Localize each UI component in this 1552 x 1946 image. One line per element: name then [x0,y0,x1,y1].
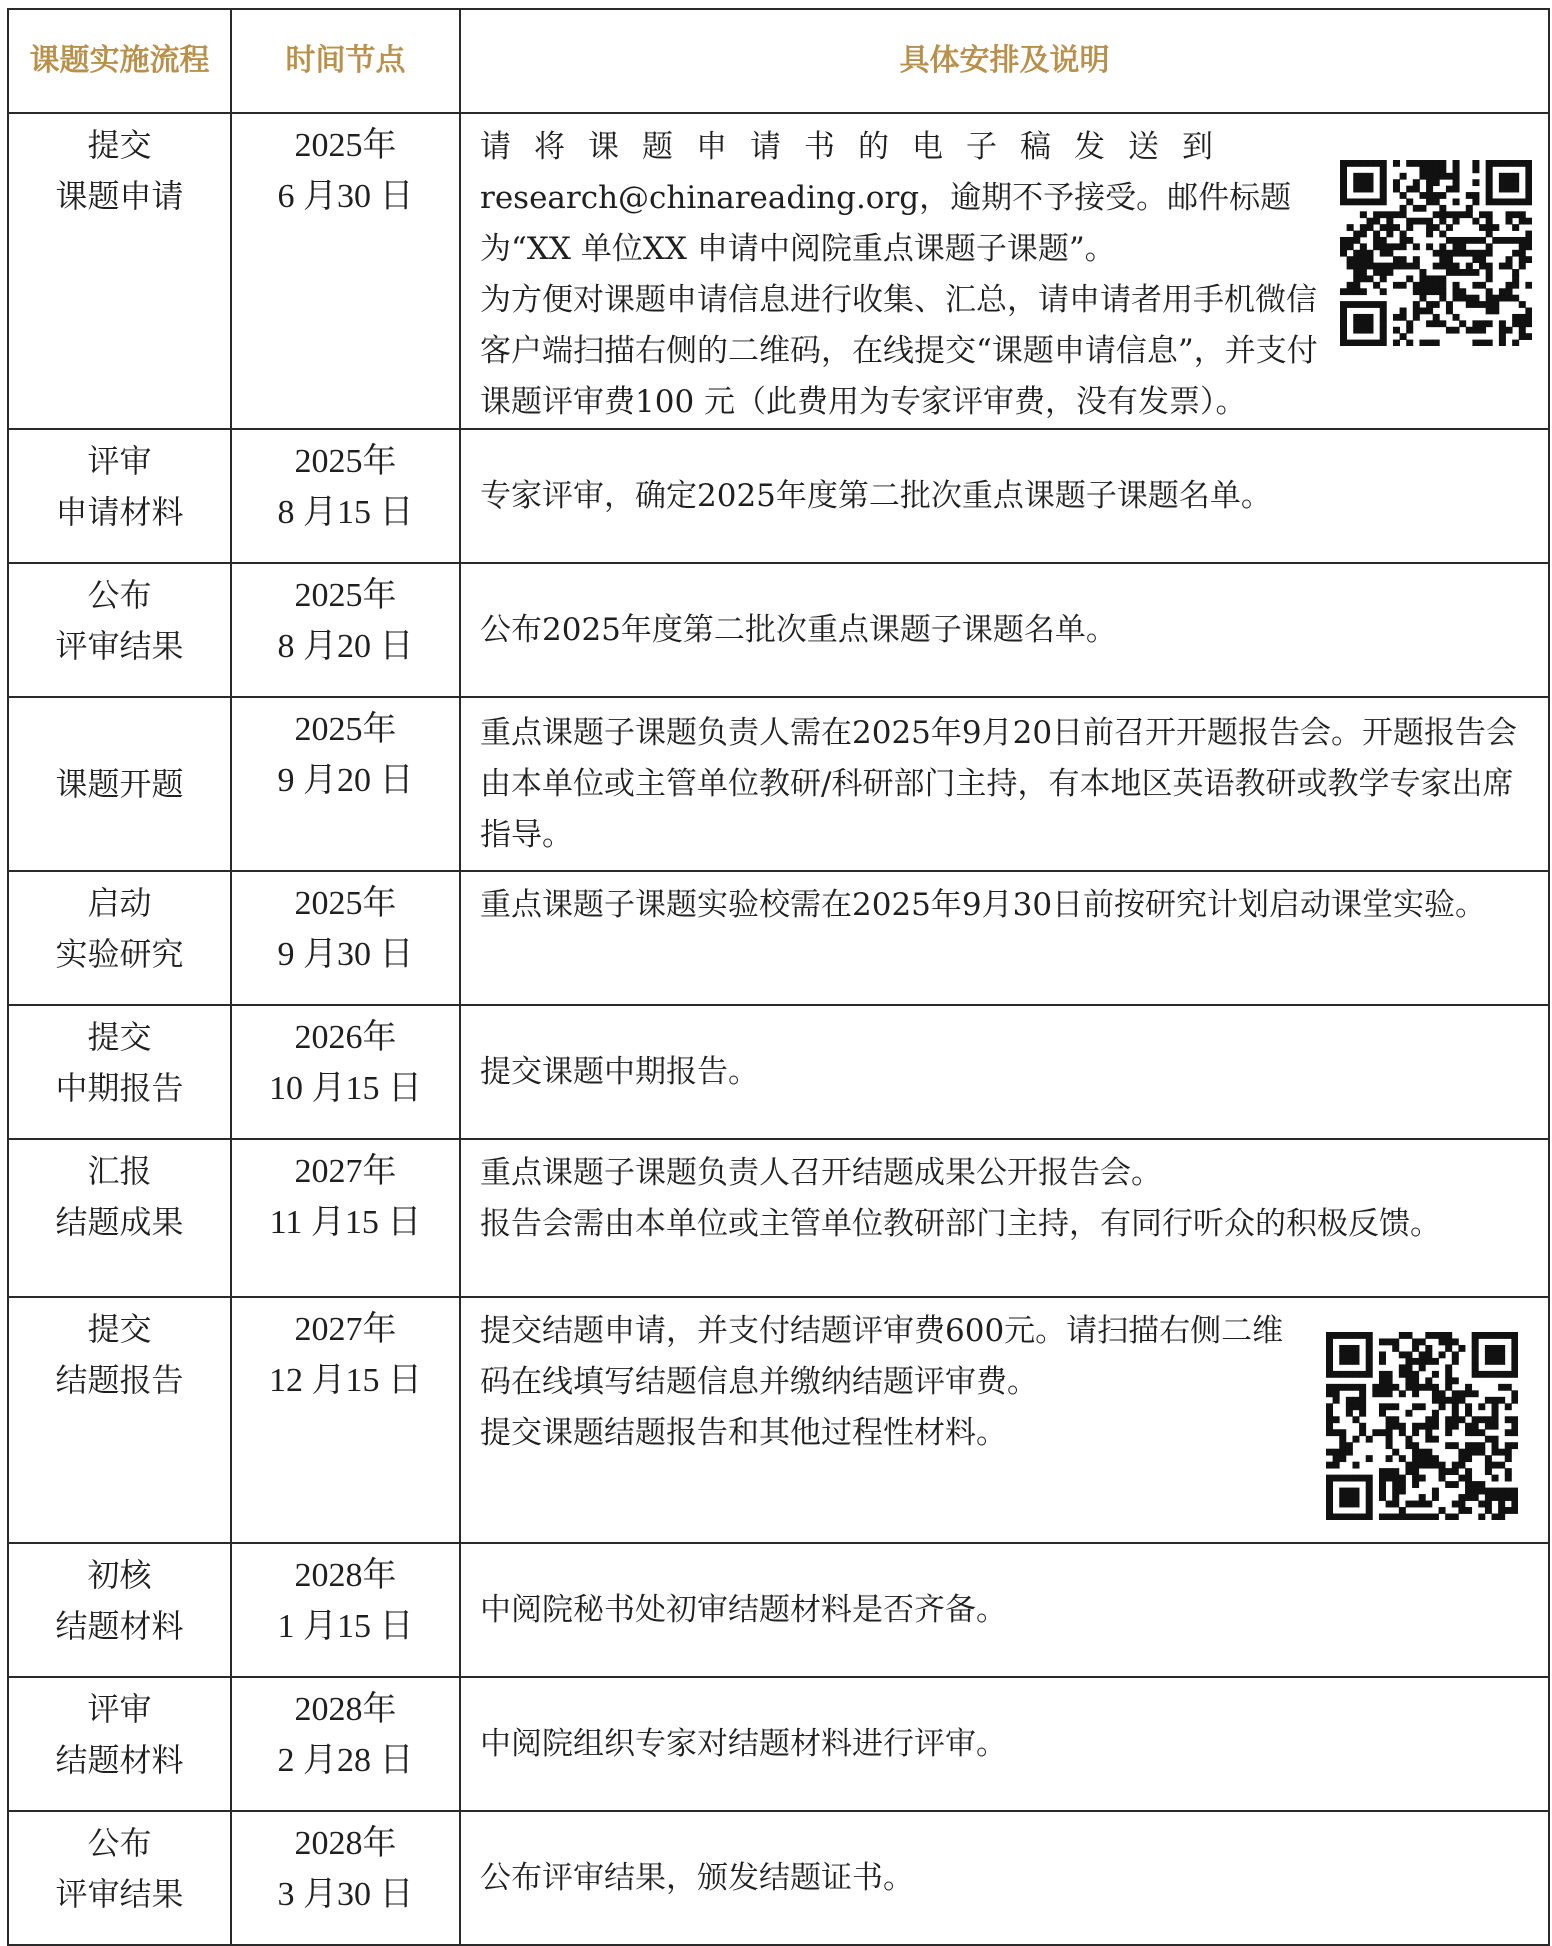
date-cell [231,1139,460,1297]
date-cell [231,1811,460,1945]
description-cell [460,1139,1549,1297]
date-day: 3 月30 日 [277,1876,414,1913]
description-text: 重点课题子课题负责人召开结题成果公开报告会。 [480,1155,1162,1191]
stage-cell [8,1811,231,1945]
stage-cell [8,563,231,697]
date-day: 10 月15 日 [269,1070,422,1107]
stage-cell [8,1297,231,1543]
table-row [8,1139,1549,1297]
date-day: 11 月15 日 [269,1204,422,1241]
stage-line: 启动 [87,884,152,922]
description-cell [460,429,1549,563]
date-year: 2025年 [294,127,397,164]
description-text: 提交课题中期报告。 [480,1053,759,1090]
description-text: 专家评审，确定2025年度第二批次重点课题子课题名单。 [480,477,1272,514]
stage-line: 评审结果 [55,627,184,665]
stage-cell [8,1543,231,1677]
table-row [8,1297,1549,1543]
table-row [8,429,1549,563]
header-date: 时间节点 [231,9,460,113]
table-row [8,1005,1549,1139]
description-text: 报告会需由本单位或主管单位教研部门主持，有同行听众的积极反馈。 [480,1206,1441,1242]
stage-cell [8,1677,231,1811]
description-cell [460,871,1549,1005]
date-day: 2 月28 日 [277,1742,414,1779]
stage-line: 提交 [87,1018,152,1056]
qr-code-icon [1340,160,1532,346]
date-cell [231,1005,460,1139]
table-row [8,1543,1549,1677]
date-cell [231,1297,460,1543]
date-day: 9 月20 日 [277,762,414,799]
stage-line: 评审 [87,1690,152,1728]
date-year: 2028年 [294,1557,397,1594]
stage-line: 公布 [87,576,152,614]
stage-line: 结题成果 [55,1203,184,1241]
stage-line: 实验研究 [55,935,184,973]
stage-line: 结题材料 [55,1607,184,1645]
date-year: 2026年 [294,1019,397,1056]
description-cell [460,1297,1549,1543]
date-cell [231,1677,460,1811]
description-cell [460,1677,1549,1811]
description-text: 为方便对课题申请信息进行收集、汇总，请申请者用手机微信客户端扫描右侧的二维码，在线提交“课题申请信息”，并支付课题评审费100 元（此费用为专家评审费，没有发票）。 [480,282,1318,420]
header-row [8,9,1549,113]
description-text: 公布评审结果，颁发结题证书。 [480,1859,914,1896]
date-cell [231,871,460,1005]
date-cell [231,697,460,871]
date-day: 1 月15 日 [277,1608,414,1645]
date-cell [231,563,460,697]
date-cell [231,1543,460,1677]
stage-cell [8,1005,231,1139]
header-description: 具体安排及说明 [460,9,1549,113]
header-stage: 课题实施流程 [8,9,231,113]
date-day: 9 月30 日 [277,936,414,973]
stage-cell [8,113,231,429]
date-day: 8 月15 日 [277,494,414,531]
description-text: 中阅院组织专家对结题材料进行评审。 [480,1725,1007,1762]
stage-line: 中期报告 [55,1069,184,1107]
description-cell [460,697,1549,871]
stage-cell [8,871,231,1005]
description-cell [460,1811,1549,1945]
description-text: research@chinareading.org，逾期不予接受。邮件标题为“XX 单位XX 申请中阅院重点课题子课题”。 [480,180,1292,267]
date-year: 2025年 [294,443,397,480]
description-text: 请将课题申请书的电子稿发送到 [480,129,1236,165]
table-row [8,113,1549,429]
description-cell [460,1543,1549,1677]
stage-line: 汇报 [87,1152,152,1190]
description-text: 提交课题结题报告和其他过程性材料。 [480,1415,1007,1451]
date-day: 6 月30 日 [277,178,414,215]
stage-cell [8,697,231,871]
stage-line: 课题申请 [55,177,184,215]
stage-line: 评审结果 [55,1875,184,1913]
date-day: 8 月20 日 [277,628,414,665]
description-text: 重点课题子课题实验校需在2025年9月30日前按研究计划启动课堂实验。 [480,887,1487,923]
stage-line: 申请材料 [55,493,184,531]
date-cell [231,113,460,429]
stage-line: 结题材料 [55,1741,184,1779]
description-cell [460,1005,1549,1139]
description-text: 重点课题子课题负责人需在2025年9月20日前召开开题报告会。开题报告会由本单位或主管单位教研/科研部门主持，有本地区英语教研或教学专家出席指导。 [480,714,1518,853]
stage-line: 提交 [87,1310,152,1348]
stage-line: 初核 [87,1556,152,1594]
date-year: 2028年 [294,1691,397,1728]
schedule-table [7,8,1550,1946]
date-year: 2027年 [294,1311,397,1348]
date-year: 2028年 [294,1825,397,1862]
date-day: 12 月15 日 [269,1362,422,1399]
stage-line: 评审 [87,442,152,480]
date-year: 2027年 [294,1153,397,1190]
date-year: 2025年 [294,711,397,748]
table-row [8,697,1549,871]
stage-line: 结题报告 [55,1361,184,1399]
description-text: 公布2025年度第二批次重点课题子课题名单。 [480,611,1117,648]
description-text: 提交结题申请，并支付结题评审费600元。请扫描右侧二维码在线填写结题信息并缴纳结题评审费。 [480,1313,1284,1400]
description-text: 中阅院秘书处初审结题材料是否齐备。 [480,1591,1007,1628]
date-year: 2025年 [294,577,397,614]
stage-line: 公布 [87,1824,152,1862]
table-row [8,1677,1549,1811]
stage-cell [8,1139,231,1297]
description-cell [460,113,1549,429]
date-cell [231,429,460,563]
qr-code-icon [1326,1332,1518,1520]
stage-cell [8,429,231,563]
stage-line: 提交 [87,126,152,164]
date-year: 2025年 [294,885,397,922]
stage-line: 课题开题 [55,764,184,803]
table-row [8,871,1549,1005]
description-cell [460,563,1549,697]
table-row [8,1811,1549,1945]
table-row [8,563,1549,697]
